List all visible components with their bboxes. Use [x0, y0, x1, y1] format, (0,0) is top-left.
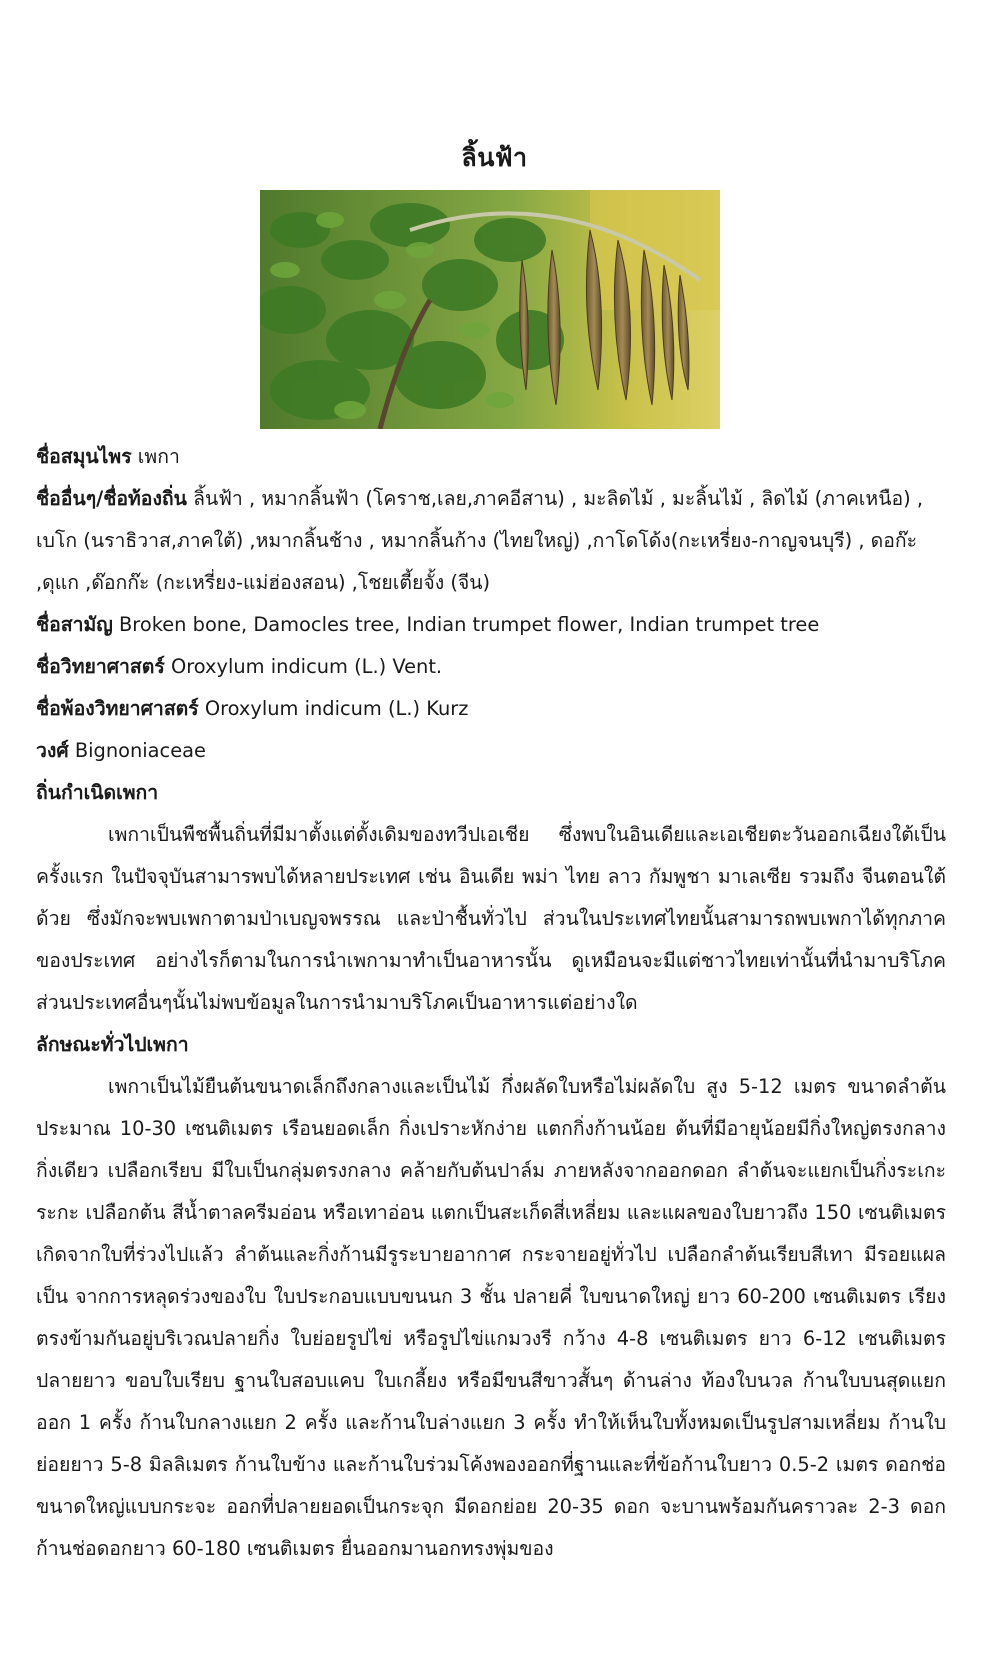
- field-label: ชื่อสามัญ: [36, 613, 113, 636]
- field-family: [36, 730, 946, 772]
- document-title: ลิ้นฟ้า: [461, 143, 528, 172]
- field-value: Bignoniaceae: [68, 739, 206, 762]
- section-heading-origin: ถิ่นกำเนิดเพกา: [36, 781, 159, 804]
- field-value: Broken bone, Damocles tree, Indian trumpet flower, Indian trumpet tree: [112, 613, 820, 636]
- oroxylum-tree-photo: [260, 190, 720, 429]
- field-value: เพกา: [131, 445, 180, 468]
- field-local-names: [36, 478, 946, 604]
- field-label: วงศ์: [36, 739, 69, 762]
- section-heading-characteristics: ลักษณะทั่วไปเพกา: [36, 1033, 189, 1056]
- field-herb-name: [36, 436, 946, 478]
- field-scientific-name: [36, 646, 946, 688]
- field-label: ชื่อวิทยาศาสตร์: [36, 655, 165, 678]
- section-body-characteristics: เพกาเป็นไม้ยืนต้นขนาดเล็กถึงกลางและเป็นไม้ กึ่งผลัดใบหรือไม่ผลัดใบ สูง 5-12 เมตร ขนาดลำต้นประมาณ 10-30 เซนติเมตร เรือนยอดเล็ก กิ่งเปราะหักง่าย แตกกิ่งก้านน้อย ต้นที่มีอายุน้อยมีกิ่งใหญ่ตรงกลางกิ่งเดียว เปลือกเรียบ มีใบเป็นกลุ่มตรงกลาง คล้ายกับต้นปาล์ม ภายหลังจากออกดอก ลำต้นจะแยกเป็นกิ่งระเกะระกะ เปลือกต้น สีน้ำตาลครีมอ่อน หรือเทาอ่อน แตกเป็นสะเก็ดสี่เหลี่ยม และแผลของใบยาวถึง 150 เซนติเมตร เกิดจากใบที่ร่วงไปแล้ว ลำต้นและกิ่งก้านมีรูระบายอากาศ กระจายอยู่ทั่วไป เปลือกลำต้นเรียบสีเทา มีรอยแผลเป็น จากการหลุดร่วงของใบ ใบประกอบแบบขนนก 3 ชั้น ปลายคี่ ใบขนาดใหญ่ ยาว 60-200 เซนติเมตร เรียงตรงข้ามกันอยู่บริเวณปลายกิ่ง ใบย่อยรูปไข่ หรือรูปไข่แกมวงรี กว้าง 4-8 เซนติเมตร ยาว 6-12 เซนติเมตร ปลายยาว ขอบใบเรียบ ฐานใบสอบแคบ ใบเกลี้ยง หรือมีขนสีขาวสั้นๆ ด้านล่าง ท้องใบนวล ก้านใบบนสุดแยกออก 1 ครั้ง ก้านใบกลางแยก 2 ครั้ง และก้านใบล่างแยก 3 ครั้ง ทำให้เห็นใบทั้งหมดเป็นรูปสามเหลี่ยม ก้านใบย่อยยาว 5-8 มิลลิเมตร ก้านใบข้าง และก้านใบร่วมโค้งพองออกที่ฐานและที่ข้อก้านใบยาว 0.5-2 เมตร ดอกช่อขนาดใหญ่แบบกระจะ ออกที่ปลายยอดเป็นกระจุก มีดอกย่อย 20-35 ดอก จะบานพร้อมกันคราวละ 2-3 ดอก ก้านช่อดอกยาว 60-180 เซนติเมตร ยื่นออกมานอกทรงพุ่มของ: [36, 1075, 946, 1560]
- document-content: [36, 436, 946, 1570]
- field-value: ลิ้นฟ้า , หมากลิ้นฟ้า (โคราช,เลย,ภาคอีสาน) , มะลิดไม้ , มะลิ้นไม้ , ลิดไม้ (ภาคเหนือ) , เบโก (นราธิวาส,ภาคใต้) ,หมากลิ้นช้าง , หมากลิ้นก้าง (ไทยใหญ่) ,กาโดโด้ง(กะเหรี่ยง-กาญจนบุรี) , ดอก๊ะ ,ดุแก ,ด๊อกก๊ะ (กะเหรี่ยง-แม่ฮ่องสอน) ,โชยเตี้ยจั้ง (จีน): [36, 487, 924, 594]
- field-value: Oroxylum indicum (L.) Kurz: [198, 697, 469, 720]
- field-label: ชื่ออื่นๆ/ชื่อท้องถิ่น: [36, 487, 187, 510]
- field-common-name: [36, 604, 946, 646]
- field-synonym: [36, 688, 946, 730]
- field-label: ชื่อสมุนไพร: [36, 445, 132, 468]
- section-body-origin: เพกาเป็นพืชพื้นถิ่นที่มีมาตั้งแต่ดั้งเดิมของทวีปเอเชีย ซึ่งพบในอินเดียและเอเชียตะวันออกเฉียงใต้เป็นครั้งแรก ในปัจจุบันสามารพบได้หลายประเทศ เช่น อินเดีย พม่า ไทย ลาว กัมพูชา มาเลเซีย รวมถึง จีนตอนใต้ด้วย ซึ่งมักจะพบเพกาตามป่าเบญจพรรณ และป่าชื้นทั่วไป ส่วนในประเทศไทยนั้นสามารถพบเพกาได้ทุกภาคของประเทศ อย่างไรก็ตามในการนำเพกามาทำเป็นอาหารนั้น ดูเหมือนจะมีแต่ชาวไทยเท่านั้นที่นำมาบริโภค ส่วนประเทศอื่นๆนั้นไม่พบข้อมูลในการนำมาบริโภคเป็นอาหารแต่อย่างใด: [36, 823, 946, 1014]
- field-label: ชื่อพ้องวิทยาศาสตร์: [36, 697, 199, 720]
- field-value: Oroxylum indicum (L.) Vent.: [164, 655, 443, 678]
